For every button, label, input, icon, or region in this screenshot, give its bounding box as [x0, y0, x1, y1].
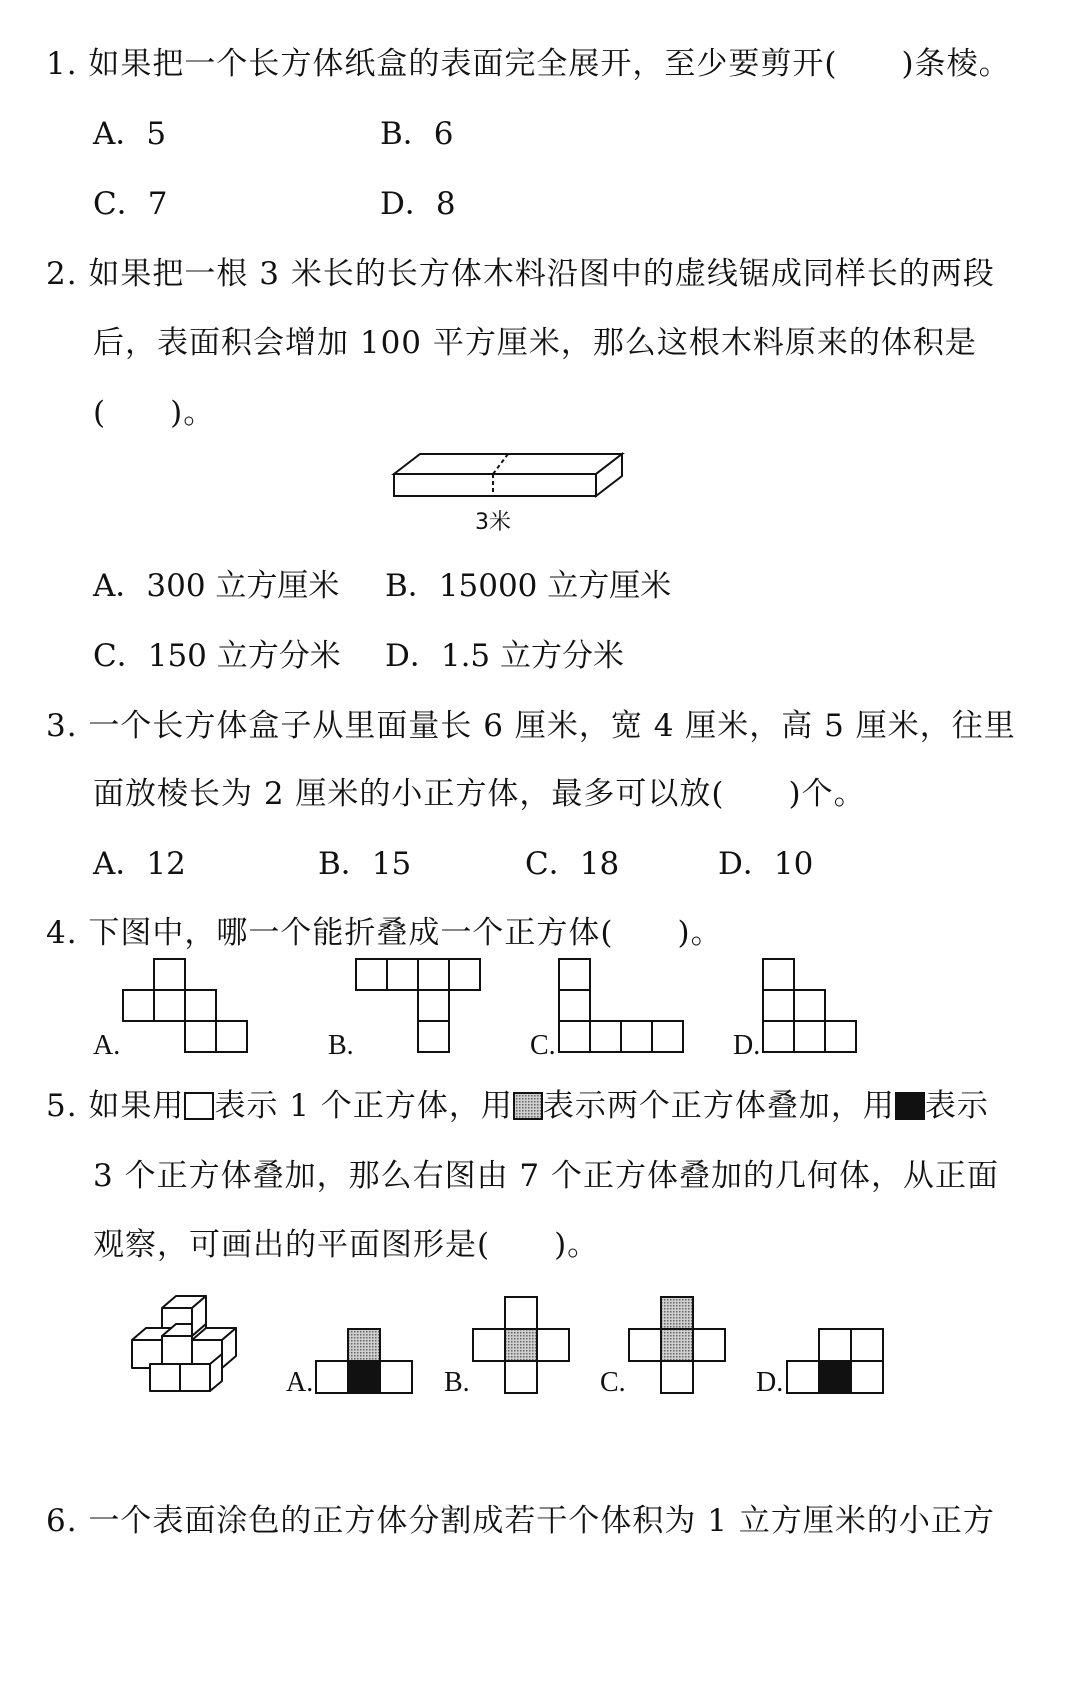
q2-stem-line1: 2. 如果把一根 3 米长的长方体木料沿图中的虚线锯成同样长的两段 [46, 256, 995, 292]
q3-option-a: A．12 [93, 846, 186, 882]
legend-white-square-icon [184, 1092, 214, 1120]
q6-stem: 6. 一个表面涂色的正方体分割成若干个体积为 1 立方厘米的小正方 [46, 1503, 995, 1539]
q2-option-d: D．1.5 立方分米 [385, 638, 625, 674]
q2-option-a: A．300 立方厘米 [93, 568, 340, 604]
q3-stem-line1: 3. 一个长方体盒子从里面量长 6 厘米，宽 4 厘米，高 5 厘米，往里 [46, 708, 1016, 744]
view-c-label: C. [600, 1367, 626, 1398]
view-b-figure [472, 1296, 572, 1394]
net-b-label: B. [328, 1030, 354, 1061]
q5-stem-line2: 3 个正方体叠加，那么右图由 7 个正方体叠加的几何体，从正面 [93, 1158, 1000, 1194]
net-d-label: D. [733, 1030, 761, 1061]
cube-stack-figure [128, 1278, 243, 1393]
timber-figure [390, 450, 630, 510]
view-d-label: D. [756, 1367, 784, 1398]
net-a-label: A. [93, 1030, 121, 1061]
q2-stem-line3: ( )。 [93, 395, 216, 431]
q1-option-d: D．8 [380, 186, 456, 222]
q5-stem-part2: 表示 1 个正方体，用 [214, 1088, 513, 1124]
q1-option-a: A．5 [93, 116, 167, 152]
timber-length-label: 3米 [475, 510, 511, 535]
q2-stem-line2: 后，表面积会增加 100 平方厘米，那么这根木料原来的体积是 [93, 325, 977, 361]
legend-dotted-square-icon [513, 1092, 543, 1120]
q3-option-d: D．10 [718, 846, 814, 882]
view-d-figure [786, 1328, 886, 1394]
view-a-figure [315, 1328, 415, 1394]
q4-stem: 4. 下图中，哪一个能折叠成一个正方体( )。 [46, 915, 723, 951]
net-a-figure [122, 958, 252, 1054]
q1-option-c: C．7 [93, 186, 168, 222]
q2-option-c: C．150 立方分米 [93, 638, 341, 674]
q5-stem-part3: 表示两个正方体叠加，用 [542, 1088, 895, 1124]
net-d-figure [762, 958, 862, 1054]
q5-stem-part4: 表示 [924, 1088, 989, 1124]
q5-stem-line1 [46, 1080, 989, 1125]
q3-option-b: B．15 [318, 846, 412, 882]
net-c-label: C. [530, 1030, 556, 1061]
q1-stem: 1. 如果把一个长方体纸盒的表面完全展开，至少要剪开( )条棱。 [46, 46, 1011, 82]
q3-option-c: C．18 [525, 846, 620, 882]
q1-option-b: B．6 [380, 116, 454, 152]
q3-stem-line2: 面放棱长为 2 厘米的小正方体，最多可以放( )个。 [93, 776, 866, 812]
view-a-label: A. [286, 1367, 314, 1398]
q5-stem-part1: 5. 如果用 [46, 1088, 185, 1124]
net-b-figure [355, 958, 485, 1054]
legend-black-square-icon [895, 1092, 925, 1120]
q5-stem-line3: 观察，可画出的平面图形是( )。 [93, 1227, 600, 1263]
net-c-figure [558, 958, 688, 1054]
q2-option-b: B．15000 立方厘米 [385, 568, 672, 604]
view-b-label: B. [444, 1367, 470, 1398]
view-c-figure [628, 1296, 728, 1394]
